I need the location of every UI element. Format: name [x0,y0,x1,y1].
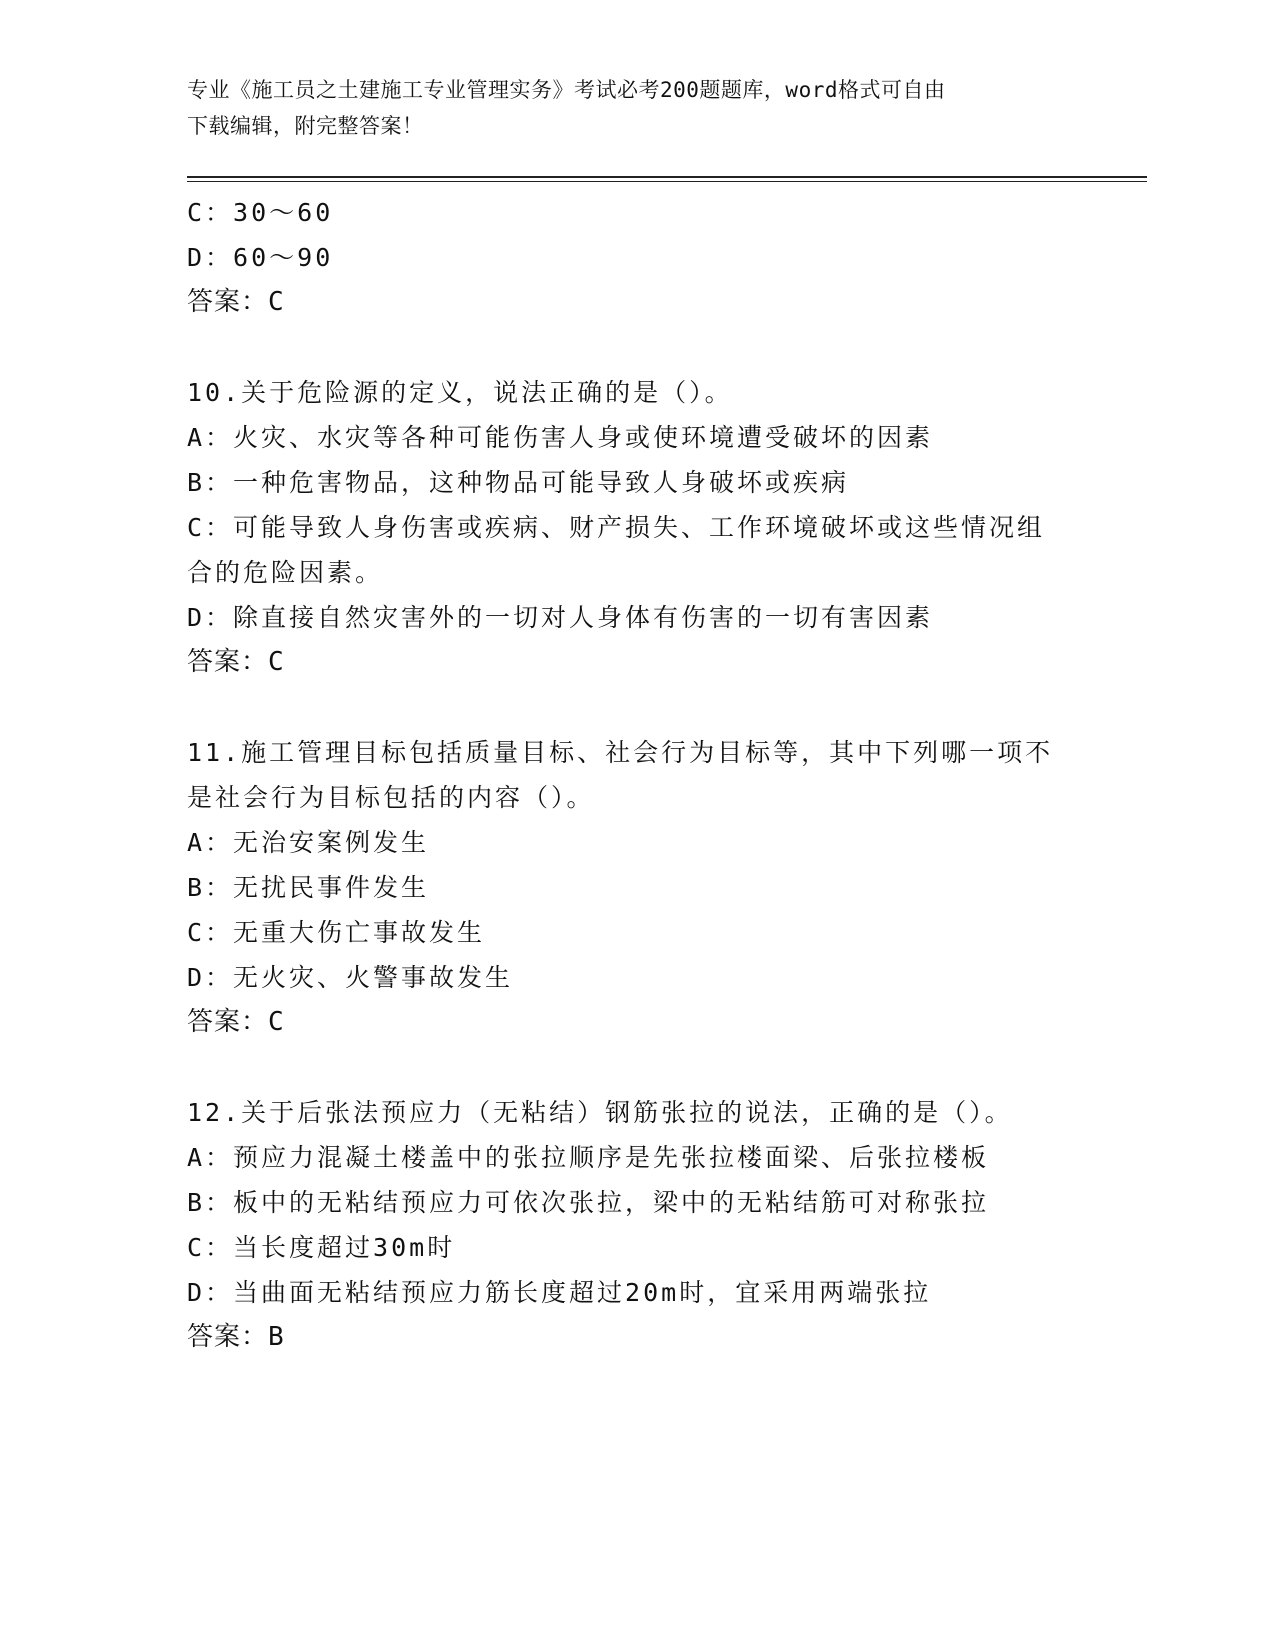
header-title-line-1: 专业《施工员之土建施工专业管理实务》考试必考200题题库，word格式可自由 [187,78,946,102]
question-9 [187,190,1087,325]
option-c: C：30～60 [187,198,334,227]
option-c: C：当长度超过30m时 [187,1233,456,1262]
option-b: B：一种危害物品，这种物品可能导致人身破坏或疾病 [187,468,850,497]
spacer [187,685,1087,730]
option-a: A：无治安案例发生 [187,828,430,857]
question-stem: 12.关于后张法预应力（无粘结）钢筋张拉的说法，正确的是（）。 [187,1098,1013,1127]
answer: 答案：C [187,1007,285,1037]
answer: 答案：C [187,647,285,677]
answer: 答案：B [187,1322,285,1352]
option-a: A：预应力混凝土楼盖中的张拉顺序是先张拉楼面梁、后张拉楼板 [187,1143,990,1172]
question-stem: 10.关于危险源的定义，说法正确的是（）。 [187,378,733,407]
question-10 [187,370,1087,685]
header-title-line-2: 下载编辑，附完整答案！ [187,114,424,138]
option-d: D：60～90 [187,243,334,272]
question-stem: 11.施工管理目标包括质量目标、社会行为目标等，其中下列哪一项不 [187,738,1054,767]
answer: 答案：C [187,287,285,317]
question-12 [187,1090,1087,1360]
option-d: D：无火灾、火警事故发生 [187,963,514,992]
option-b: B：板中的无粘结预应力可依次张拉，梁中的无粘结筋可对称张拉 [187,1188,990,1217]
option-d: D：除直接自然灾害外的一切对人身体有伤害的一切有害因素 [187,603,934,632]
question-list [187,190,1087,1360]
option-b: B：无扰民事件发生 [187,873,430,902]
option-d: D：当曲面无粘结预应力筋长度超过20m时，宜采用两端张拉 [187,1278,932,1307]
header-rule-thin [187,181,1147,182]
spacer [187,325,1087,370]
option-c: C：无重大伤亡事故发生 [187,918,486,947]
option-c: C：可能导致人身伤害或疾病、财产损失、工作环境破坏或这些情况组 [187,513,1046,542]
option-a: A：火灾、水灾等各种可能伤害人身或使环境遭受破坏的因素 [187,423,934,452]
question-11 [187,730,1087,1045]
spacer [187,1045,1087,1090]
header-rule-thick [187,176,1147,178]
document-header [187,72,1067,144]
option-c-continued: 合的危险因素。 [187,558,384,587]
question-stem-continued: 是社会行为目标包括的内容（）。 [187,783,595,812]
